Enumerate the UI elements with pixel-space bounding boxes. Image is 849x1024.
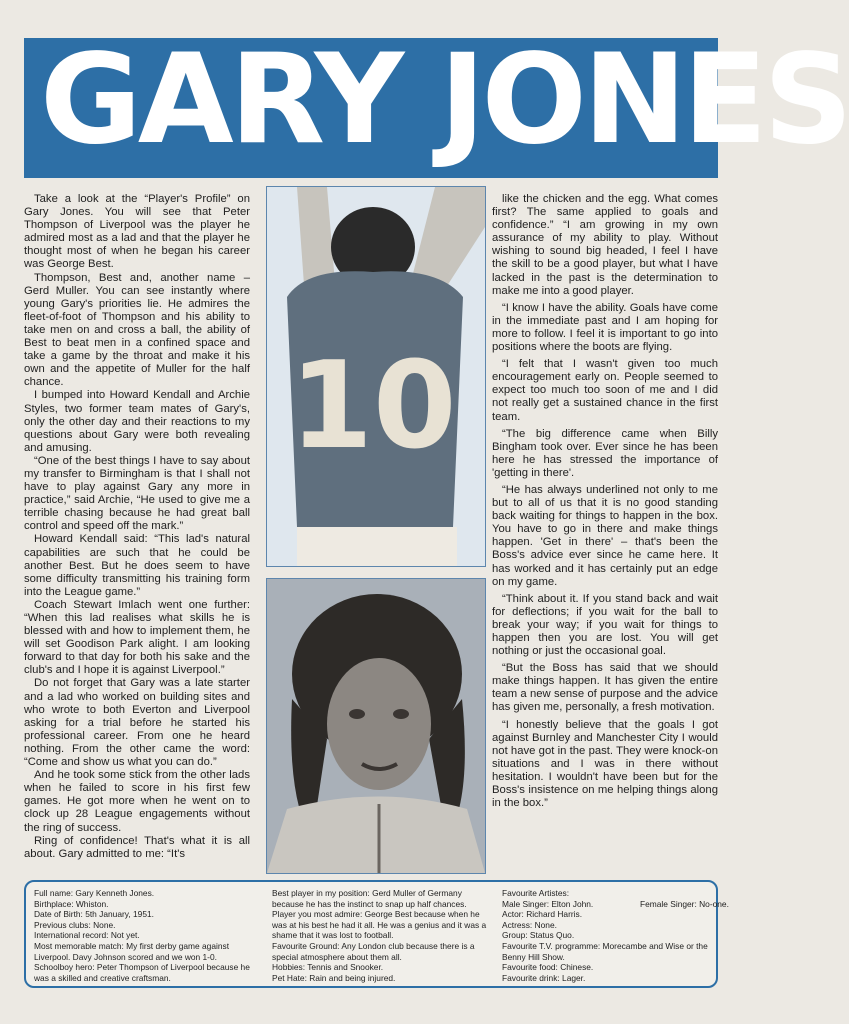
- profile-line: Hobbies: Tennis and Snooker.: [272, 962, 384, 973]
- portrait-jacket: [267, 797, 485, 874]
- paragraph: “I felt that I wasn't given too much encouragement early on. People seemed to expect too much too soon of me and I did not really get a sustained chance in the first team.: [492, 358, 718, 423]
- player-back-illustration: [267, 187, 485, 566]
- portrait-illustration: [267, 579, 485, 873]
- profile-line: Schoolboy hero: Peter Thompson of Liverpool because he was a skilled and creative craftsman.: [34, 962, 250, 983]
- profile-line: Actress: None.: [502, 919, 557, 930]
- profile-line: Group: Status Quo.: [502, 930, 575, 941]
- paragraph: Do not forget that Gary was a late starter and a lad who worked on building sites and who wrote to both Everton and Liverpool asking for a trial before he started his professional career. From one he heard nothing. From the other came the word: “Come and show us what you can do.”: [24, 677, 250, 769]
- profile-line: Date of Birth: 5th January, 1951.: [34, 909, 154, 920]
- profile-line: Birthplace: Whiston.: [34, 898, 109, 909]
- profile-line: Pet Hate: Rain and being injured.: [272, 972, 396, 983]
- paragraph: Coach Stewart Imlach went one further: “When this lad realises what skills he is blessed with and how to implement them, he will set Goodison Park alight. I am looking forward to that day for both his sake and the club's and I hope it is against Liverpool.”: [24, 598, 250, 677]
- profile-line: Best player in my position: Gerd Muller of Germany because he has the instinct to snap up half chances.: [272, 888, 467, 909]
- paragraph: “But the Boss has said that we should make things happen. It has given the entire team a new sense of purpose and the advice has given me, personally, a fresh motivation.: [492, 662, 718, 714]
- profile-line: Full name: Gary Kenneth Jones.: [34, 888, 155, 898]
- player-back-photo: [266, 186, 486, 567]
- paragraph: And he took some stick from the other lads when he failed to score in his first few games. He got more when he went on to clock up 28 League engagements without the ring of success.: [24, 769, 250, 834]
- paragraph: I bumped into Howard Kendall and Archie Styles, two former team mates of Gary's, only the other day and their reactions to my questions about Gary were both revealing and amusing.: [24, 389, 250, 454]
- profile-line: Previous clubs: None.: [34, 919, 116, 930]
- paragraph: “I know I have the ability. Goals have come in the immediate past and I am hoping for more to follow. I feel it is important to go into positions where the boots are flying.: [492, 301, 718, 354]
- profile-line: Favourite Artistes:: [502, 888, 570, 898]
- paragraph: Howard Kendall said: “This lad's natural capabilities are such that he could be another Best. But he does seem to have some difficulty transmitting his training form into the League game.”: [24, 533, 250, 598]
- article-column-right: [492, 193, 718, 814]
- article-column-left: [24, 193, 250, 861]
- paragraph: Ring of confidence! That's what it is all about. Gary admitted to me: “It's: [24, 834, 250, 860]
- player-profile-box: [24, 880, 729, 988]
- paragraph: “He has always underlined not only to me but to all of us that it is no good standing back waiting for things to happen in the box. You have to go in there and make things happen. 'Get in there' – that's been the Boss's advice ever since he came here. It has worked and it has certainly put an edge on my game.: [492, 483, 718, 588]
- profile-column-3: [502, 888, 729, 983]
- profile-line: Favourite drink: Lager.: [502, 972, 586, 983]
- player-shorts: [297, 527, 457, 566]
- profile-column-1: [34, 888, 264, 983]
- profile-line: Favourite Ground: Any London club because there is a special atmosphere about them all.: [272, 940, 475, 962]
- profile-line-female-singer: Female Singer: No-one.: [640, 898, 729, 909]
- paragraph: Thompson, Best and, another name – Gerd Muller. You can see instantly where young Gary's priorities lie. He admires the fleet-of-foot of Thompson and his ability to take men on and cross a ball, the ability of Best to beat men in a confined space and take a game by the throat and make it his own and the appetite of Muller for the half chance.: [24, 271, 250, 389]
- profile-line: Favourite T.V. programme: Morecambe and Wise or the Benny Hill Show.: [502, 940, 708, 962]
- profile-singer-row: [502, 898, 729, 910]
- paragraph: “I honestly believe that the goals I got against Burnley and Manchester City I would not have got in the past. They were knock-on situations and I was in there without hesitation. I wouldn't have been but for the Boss's insistence on me helping things along in the box.”: [492, 718, 718, 810]
- paragraph: Take a look at the “Player's Profile” on Gary Jones. You will see that Peter Thompson of Liverpool was the player he admired most as a lad and that the player he thought most of when he began his career was George Best.: [24, 193, 250, 271]
- paragraph: “Think about it. If you stand back and wait for deflections; if you wait for the ball to break your way; if you wait for things to happen then you are lost. You will get nothing or just the occasional goal.: [492, 592, 718, 658]
- player-portrait-photo: [266, 578, 486, 874]
- paragraph: like the chicken and the egg. What comes first? The same applied to goals and confidence.” “I am growing in my own assurance of my ability to play. Without wishing to sound big headed, I feel I have the skill to be a good player, but what I have lacked in the past is the determination to make me into a good player.: [492, 193, 718, 297]
- profile-line: Male Singer: Elton John.: [502, 898, 594, 909]
- paragraph: “One of the best things I have to say about my transfer to Birmingham is that I shall not have to play against Gary any more in practice,” said Archie, “He used to give me a terrible chasing because he had great ball control and speed off the mark.”: [24, 454, 250, 533]
- paragraph: “The big difference came when Billy Bingham took over. Ever since he has been here he has stressed the importance of 'getting in there'.: [492, 427, 718, 479]
- shirt-number: 10: [289, 337, 457, 476]
- profile-line: Player you most admire: George Best because when he was at his best he had it all. He was a genius and it was a shame that it was lost to football.: [272, 909, 487, 941]
- profile-line: Favourite food: Chinese.: [502, 962, 594, 973]
- page-title: GARY JONES: [40, 28, 849, 172]
- profile-line: Most memorable match: My first derby game against Liverpool. Davy Johnson scored and we won 1-0.: [34, 940, 230, 962]
- profile-column-2: [272, 888, 494, 983]
- profile-line: Actor: Richard Harris.: [502, 909, 583, 920]
- profile-line: International record: Not yet.: [34, 930, 140, 941]
